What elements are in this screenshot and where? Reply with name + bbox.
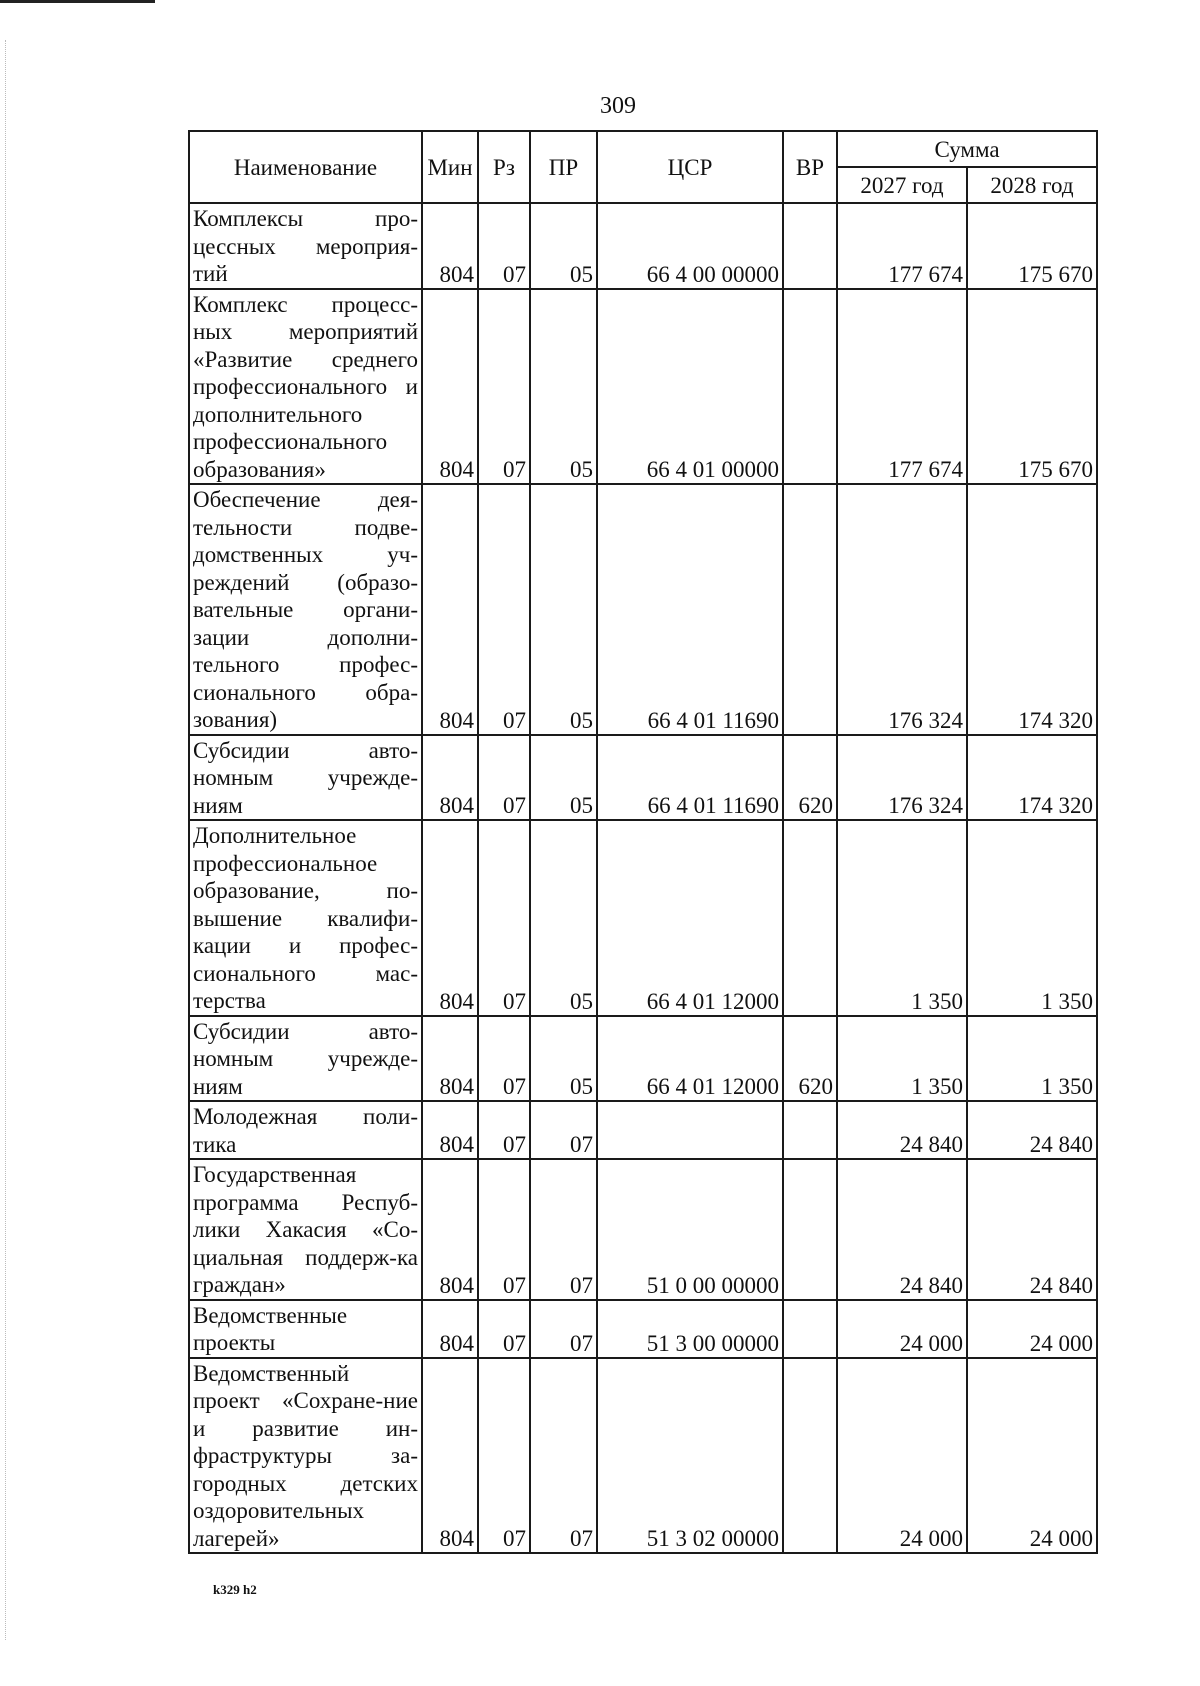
cell-pr: 05 [530,735,597,821]
cell-y2027: 24 000 [837,1300,967,1358]
cell-vr [783,820,837,1016]
cell-rz: 07 [478,1358,530,1554]
cell-vr: 620 [783,735,837,821]
table-row [189,1300,1097,1358]
header-year-2028: 2028 год [967,167,1097,203]
cell-rz: 07 [478,1300,530,1358]
cell-pr: 05 [530,1016,597,1102]
cell-min: 804 [422,1101,478,1159]
cell-csr: 66 4 01 11690 [597,484,783,735]
cell-csr: 66 4 01 11690 [597,735,783,821]
cell-min: 804 [422,484,478,735]
cell-name: Государственная программа Респуб-лики Хакасия «Со-циальная поддерж-ка граждан» [189,1159,422,1300]
table-row [189,1159,1097,1300]
cell-y2027: 24 840 [837,1101,967,1159]
cell-min: 804 [422,735,478,821]
cell-vr [783,1159,837,1300]
cell-csr: 51 0 00 00000 [597,1159,783,1300]
cell-name: Ведомственные проекты [189,1300,422,1358]
cell-name: Субсидии авто-номным учрежде-ниям [189,1016,422,1102]
cell-rz: 07 [478,484,530,735]
cell-y2027: 1 350 [837,1016,967,1102]
cell-csr: 66 4 01 12000 [597,1016,783,1102]
cell-csr: 51 3 00 00000 [597,1300,783,1358]
table-row [189,1101,1097,1159]
cell-min: 804 [422,1159,478,1300]
cell-name: Дополнительное профессиональное образование, по-вышение квалифи-кации и профес-сионального мас-терства [189,820,422,1016]
cell-min: 804 [422,1358,478,1554]
cell-csr: 51 3 02 00000 [597,1358,783,1554]
cell-rz: 07 [478,289,530,485]
cell-y2027: 24 840 [837,1159,967,1300]
cell-vr [783,1101,837,1159]
cell-vr [783,484,837,735]
cell-rz: 07 [478,1101,530,1159]
cell-vr [783,1358,837,1554]
header-year-2027: 2027 год [837,167,967,203]
cell-y2028: 24 000 [967,1358,1097,1554]
cell-name: Субсидии авто-номным учрежде-ниям [189,735,422,821]
cell-min: 804 [422,289,478,485]
cell-y2027: 176 324 [837,735,967,821]
cell-pr: 05 [530,820,597,1016]
cell-name: Молодежная поли-тика [189,1101,422,1159]
header-name: Наименование [189,131,422,203]
table-body [189,203,1097,1553]
cell-y2028: 24 000 [967,1300,1097,1358]
header-rz: Рз [478,131,530,203]
cell-csr: 66 4 00 00000 [597,203,783,289]
cell-vr [783,203,837,289]
table-row [189,1016,1097,1102]
cell-y2028: 174 320 [967,484,1097,735]
top-edge-rule [0,0,155,3]
cell-y2027: 177 674 [837,289,967,485]
table-row [189,484,1097,735]
table-row [189,289,1097,485]
budget-table [188,130,1098,1554]
cell-y2028: 1 350 [967,820,1097,1016]
cell-min: 804 [422,203,478,289]
cell-y2028: 1 350 [967,1016,1097,1102]
cell-y2027: 24 000 [837,1358,967,1554]
table-row [189,1358,1097,1554]
cell-min: 804 [422,1300,478,1358]
cell-name: Комплекс процесс-ных мероприятий «Развитие среднего профессионального и дополнительного профессионального образования» [189,289,422,485]
cell-name: Ведомственный проект «Сохране-ние и развитие ин-фраструктуры за-городных детских оздоровительных лагерей» [189,1358,422,1554]
cell-csr [597,1101,783,1159]
table-row [189,820,1097,1016]
cell-rz: 07 [478,203,530,289]
footer-code: k329 h2 [213,1582,257,1597]
scan-margin-dots [5,40,7,1640]
cell-name: Обеспечение дея-тельности подве-домственных уч-реждений (образо-вательные органи-зации дополни-тельного профес-сионального обра-зования) [189,484,422,735]
cell-vr [783,1300,837,1358]
cell-name: Комплексы про-цессных мероприя-тий [189,203,422,289]
cell-rz: 07 [478,1159,530,1300]
header-csr: ЦСР [597,131,783,203]
cell-rz: 07 [478,1016,530,1102]
cell-y2028: 175 670 [967,203,1097,289]
cell-min: 804 [422,820,478,1016]
cell-vr [783,289,837,485]
cell-pr: 07 [530,1101,597,1159]
cell-pr: 05 [530,289,597,485]
header-vr: ВР [783,131,837,203]
header-min: Мин [422,131,478,203]
cell-pr: 05 [530,484,597,735]
table-row [189,735,1097,821]
cell-pr: 05 [530,203,597,289]
cell-rz: 07 [478,820,530,1016]
cell-y2028: 24 840 [967,1101,1097,1159]
cell-y2028: 24 840 [967,1159,1097,1300]
cell-vr: 620 [783,1016,837,1102]
cell-y2028: 174 320 [967,735,1097,821]
cell-pr: 07 [530,1300,597,1358]
cell-csr: 66 4 01 00000 [597,289,783,485]
cell-y2027: 1 350 [837,820,967,1016]
header-pr: ПР [530,131,597,203]
header-sum: Сумма [837,131,1097,167]
cell-rz: 07 [478,735,530,821]
cell-csr: 66 4 01 12000 [597,820,783,1016]
table-row [189,203,1097,289]
cell-y2027: 177 674 [837,203,967,289]
cell-min: 804 [422,1016,478,1102]
cell-pr: 07 [530,1159,597,1300]
cell-y2028: 175 670 [967,289,1097,485]
page-number: 309 [600,93,636,119]
cell-pr: 07 [530,1358,597,1554]
cell-y2027: 176 324 [837,484,967,735]
